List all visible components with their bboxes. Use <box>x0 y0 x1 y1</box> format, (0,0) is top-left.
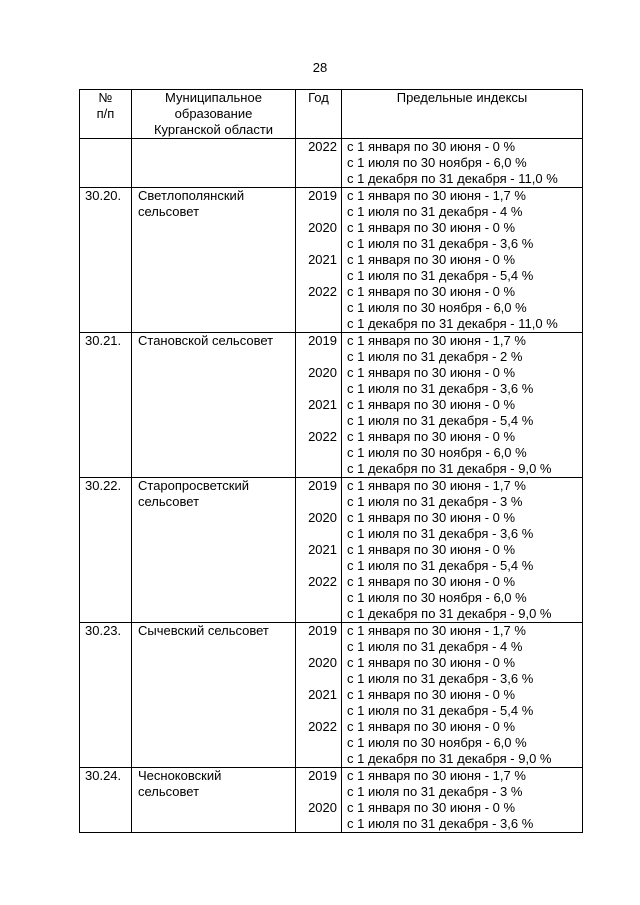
limit-index-cell <box>342 188 583 333</box>
index-period-line: с 1 июля по 31 декабря - 3,6 % <box>347 816 534 831</box>
municipality-name <box>132 768 296 833</box>
index-period-line: с 1 июля по 30 ноября - 6,0 % <box>347 735 527 750</box>
year-value: 2022 <box>308 284 337 299</box>
index-period-line: с 1 января по 30 июня - 0 % <box>347 284 516 299</box>
header-municipality <box>132 90 296 139</box>
index-period-line: с 1 июля по 31 декабря - 3 % <box>347 494 523 509</box>
year-spacer <box>296 494 337 510</box>
year-value: 2021 <box>308 397 337 412</box>
header-municipality-line: образование <box>174 106 253 121</box>
year-spacer <box>296 751 337 767</box>
municipality-name-line: Светлополянский <box>138 188 245 203</box>
year-spacer <box>296 671 337 687</box>
year-spacer <box>296 349 337 365</box>
table-row <box>80 139 583 188</box>
index-period-line: с 1 января по 30 июня - 1,7 % <box>347 333 526 348</box>
municipality-name-line: Чесноковский <box>138 768 222 783</box>
year-cell <box>296 623 342 768</box>
year-value: 2019 <box>308 623 337 638</box>
year-spacer <box>296 204 337 220</box>
municipality-name-line: Сычевский сельсовет <box>138 623 269 638</box>
index-period-line: с 1 января по 30 июня - 0 % <box>347 397 516 412</box>
year-spacer <box>296 735 337 751</box>
index-period-line: с 1 января по 30 июня - 0 % <box>347 800 516 815</box>
year-spacer <box>296 558 337 574</box>
index-period-line: с 1 декабря по 31 декабря - 9,0 % <box>347 461 552 476</box>
row-number <box>80 139 132 188</box>
year-cell <box>296 478 342 623</box>
index-period-line: с 1 июля по 31 декабря - 3,6 % <box>347 236 534 251</box>
year-value: 2020 <box>308 365 337 380</box>
row-number: 30.21. <box>80 333 132 478</box>
limit-index-cell <box>342 768 583 833</box>
header-municipality-line: Курганской области <box>153 122 274 137</box>
year-spacer <box>296 526 337 542</box>
index-period-line: с 1 июля по 30 ноября - 6,0 % <box>347 155 527 170</box>
year-cell <box>296 139 342 188</box>
table-row <box>80 478 583 623</box>
year-value: 2020 <box>308 655 337 670</box>
year-value: 2022 <box>308 719 337 734</box>
municipality-name-line: сельсовет <box>138 494 200 509</box>
municipality-name <box>132 139 296 188</box>
municipality-name <box>132 188 296 333</box>
year-spacer <box>296 816 337 832</box>
header-limit-indices: Предельные индексы <box>342 90 583 139</box>
year-value: 2020 <box>308 800 337 815</box>
year-spacer <box>296 784 337 800</box>
table-body <box>80 139 583 833</box>
index-period-line: с 1 января по 30 июня - 0 % <box>347 655 516 670</box>
municipality-name-line: сельсовет <box>138 204 200 219</box>
index-period-line: с 1 января по 30 июня - 0 % <box>347 139 516 154</box>
year-value: 2019 <box>308 478 337 493</box>
index-period-line: с 1 января по 30 июня - 1,7 % <box>347 768 526 783</box>
header-num <box>80 90 132 139</box>
index-period-line: с 1 января по 30 июня - 0 % <box>347 719 516 734</box>
table-row <box>80 333 583 478</box>
index-period-line: с 1 июля по 31 декабря - 2 % <box>347 349 523 364</box>
index-period-line: с 1 июля по 31 декабря - 5,4 % <box>347 703 534 718</box>
municipality-name-line: сельсовет <box>138 784 200 799</box>
year-value: 2022 <box>308 139 337 154</box>
year-cell <box>296 188 342 333</box>
year-spacer <box>296 445 337 461</box>
year-spacer <box>296 639 337 655</box>
year-spacer <box>296 236 337 252</box>
index-period-line: с 1 декабря по 31 декабря - 11,0 % <box>347 171 558 186</box>
index-period-line: с 1 января по 30 июня - 0 % <box>347 574 516 589</box>
year-spacer <box>296 268 337 284</box>
header-municipality-line: Муниципальное <box>165 90 262 105</box>
index-period-line: с 1 января по 30 июня - 0 % <box>347 252 516 267</box>
index-period-line: с 1 июля по 30 ноября - 6,0 % <box>347 590 527 605</box>
limit-index-cell <box>342 333 583 478</box>
limit-index-cell <box>342 623 583 768</box>
municipality-name-line: Старопросветский <box>138 478 249 493</box>
index-period-line: с 1 июля по 31 декабря - 5,4 % <box>347 413 534 428</box>
index-period-line: с 1 января по 30 июня - 1,7 % <box>347 623 526 638</box>
page-number: 28 <box>312 60 328 75</box>
index-period-line: с 1 июля по 31 декабря - 4 % <box>347 204 523 219</box>
row-number: 30.20. <box>80 188 132 333</box>
limit-index-table <box>79 89 583 833</box>
table-row <box>80 188 583 333</box>
year-spacer <box>296 590 337 606</box>
municipality-name <box>132 478 296 623</box>
year-spacer <box>296 155 337 171</box>
limit-index-cell <box>342 139 583 188</box>
table-header <box>80 90 583 139</box>
index-period-line: с 1 июля по 31 декабря - 3,6 % <box>347 671 534 686</box>
index-period-line: с 1 декабря по 31 декабря - 11,0 % <box>347 316 558 331</box>
row-number: 30.22. <box>80 478 132 623</box>
year-spacer <box>296 413 337 429</box>
index-period-line: с 1 июля по 31 декабря - 5,4 % <box>347 268 534 283</box>
index-period-line: с 1 января по 30 июня - 1,7 % <box>347 478 526 493</box>
row-number: 30.24. <box>80 768 132 833</box>
index-period-line: с 1 января по 30 июня - 0 % <box>347 542 516 557</box>
index-period-line: с 1 июля по 31 декабря - 5,4 % <box>347 558 534 573</box>
municipality-name-line: Становской сельсовет <box>138 333 274 348</box>
index-period-line: с 1 января по 30 июня - 0 % <box>347 510 516 525</box>
year-spacer <box>296 300 337 316</box>
index-period-line: с 1 января по 30 июня - 0 % <box>347 365 516 380</box>
index-period-line: с 1 января по 30 июня - 0 % <box>347 429 516 444</box>
index-period-line: с 1 июля по 31 декабря - 4 % <box>347 639 523 654</box>
year-cell <box>296 768 342 833</box>
year-value: 2022 <box>308 429 337 444</box>
year-spacer <box>296 606 337 622</box>
row-number: 30.23. <box>80 623 132 768</box>
year-spacer <box>296 381 337 397</box>
index-period-line: с 1 июля по 31 декабря - 3,6 % <box>347 381 534 396</box>
index-period-line: с 1 июля по 31 декабря - 3,6 % <box>347 526 534 541</box>
year-value: 2020 <box>308 510 337 525</box>
year-value: 2019 <box>308 768 337 783</box>
index-period-line: с 1 января по 30 июня - 1,7 % <box>347 188 526 203</box>
index-period-line: с 1 июля по 31 декабря - 3 % <box>347 784 523 799</box>
year-value: 2021 <box>308 252 337 267</box>
municipality-name <box>132 623 296 768</box>
index-period-line: с 1 декабря по 31 декабря - 9,0 % <box>347 606 552 621</box>
index-period-line: с 1 декабря по 31 декабря - 9,0 % <box>347 751 552 766</box>
index-period-line: с 1 июля по 30 ноября - 6,0 % <box>347 445 527 460</box>
header-num-line: п/п <box>96 106 115 121</box>
year-value: 2020 <box>308 220 337 235</box>
year-spacer <box>296 316 337 332</box>
limit-index-cell <box>342 478 583 623</box>
table-row <box>80 623 583 768</box>
header-year: Год <box>296 90 342 139</box>
year-value: 2021 <box>308 687 337 702</box>
index-period-line: с 1 июля по 30 ноября - 6,0 % <box>347 300 527 315</box>
year-spacer <box>296 171 337 187</box>
year-cell <box>296 333 342 478</box>
index-period-line: с 1 января по 30 июня - 0 % <box>347 220 516 235</box>
year-value: 2021 <box>308 542 337 557</box>
year-value: 2019 <box>308 333 337 348</box>
year-value: 2019 <box>308 188 337 203</box>
year-spacer <box>296 461 337 477</box>
year-value: 2022 <box>308 574 337 589</box>
header-num-line: № <box>98 90 113 105</box>
year-spacer <box>296 703 337 719</box>
table-row <box>80 768 583 833</box>
index-period-line: с 1 января по 30 июня - 0 % <box>347 687 516 702</box>
municipality-name <box>132 333 296 478</box>
